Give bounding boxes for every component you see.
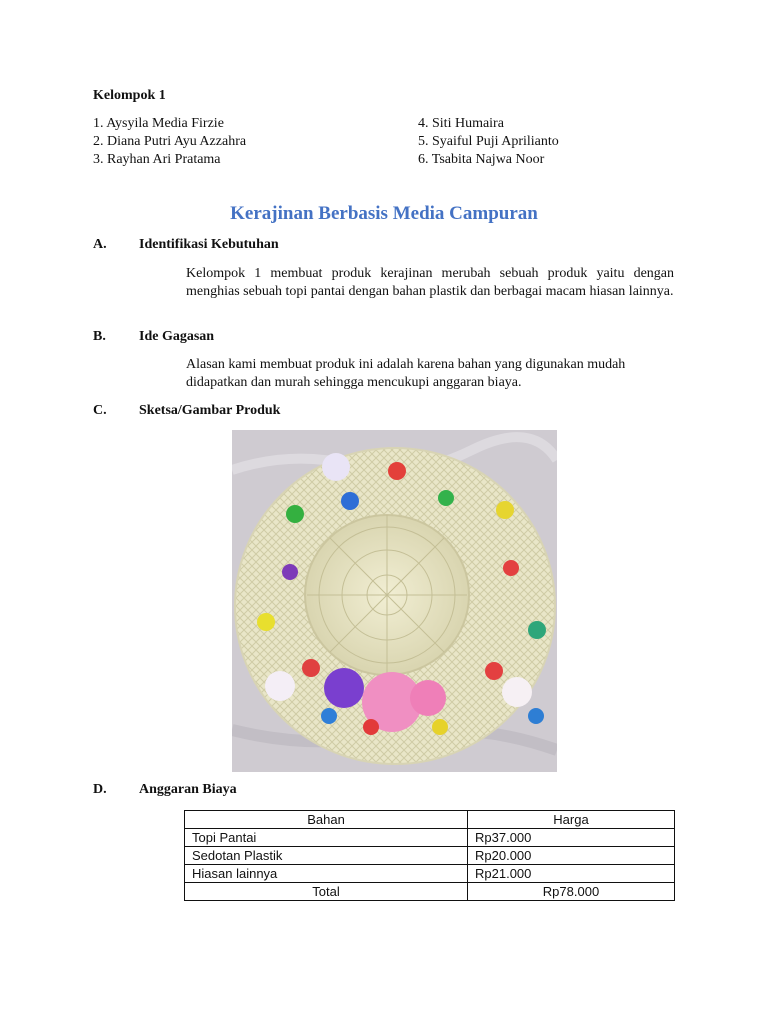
section-d-letter: D. [93, 782, 107, 797]
section-a-paragraph: Kelompok 1 membuat produk kerajinan merubah sebuah produk yaitu dengan menghias sebuah topi pantai dengan bahan plastik dan berbagai macam hiasan lainnya. [186, 266, 674, 299]
section-b-letter: B. [93, 329, 106, 344]
product-photo [232, 430, 557, 772]
group-title: Kelompok 1 [93, 88, 166, 103]
total-label: Total [185, 883, 468, 901]
table-cell: Rp20.000 [468, 847, 675, 865]
table-cell: Hiasan lainnya [185, 865, 468, 883]
member-list-right [418, 115, 559, 169]
member-item: 3. Rayhan Ari Pratama [93, 152, 221, 167]
section-d-title: Anggaran Biaya [139, 782, 237, 797]
member-item: 6. Tsabita Najwa Noor [418, 152, 545, 167]
table-row [185, 847, 675, 865]
table-cell: Sedotan Plastik [185, 847, 468, 865]
table-row [185, 829, 675, 847]
member-item: 4. Siti Humaira [418, 116, 504, 131]
decorated-beach-hat-image [232, 430, 557, 772]
total-value: Rp78.000 [468, 883, 675, 901]
column-header-bahan: Bahan [185, 811, 468, 829]
document-title: Kerajinan Berbasis Media Campuran [230, 203, 538, 224]
table-cell: Topi Pantai [185, 829, 468, 847]
column-header-harga: Harga [468, 811, 675, 829]
section-a-letter: A. [93, 237, 107, 252]
table-cell: Rp37.000 [468, 829, 675, 847]
member-item: 5. Syaiful Puji Aprilianto [418, 134, 559, 149]
section-c-letter: C. [93, 403, 107, 418]
budget-table [184, 810, 675, 901]
table-header-row [185, 811, 675, 829]
section-a-title: Identifikasi Kebutuhan [139, 237, 279, 252]
table-row [185, 865, 675, 883]
member-item: 2. Diana Putri Ayu Azzahra [93, 134, 247, 149]
section-b-paragraph: Alasan kami membuat produk ini adalah karena bahan yang digunakan mudah didapatkan dan murah sehingga mencukupi anggaran biaya. [186, 357, 626, 390]
member-item: 1. Aysyila Media Firzie [93, 116, 224, 131]
section-b-title: Ide Gagasan [139, 329, 215, 344]
table-cell: Rp21.000 [468, 865, 675, 883]
table-total-row [185, 883, 675, 901]
member-list-left [93, 115, 246, 169]
section-c-title: Sketsa/Gambar Produk [139, 403, 281, 418]
